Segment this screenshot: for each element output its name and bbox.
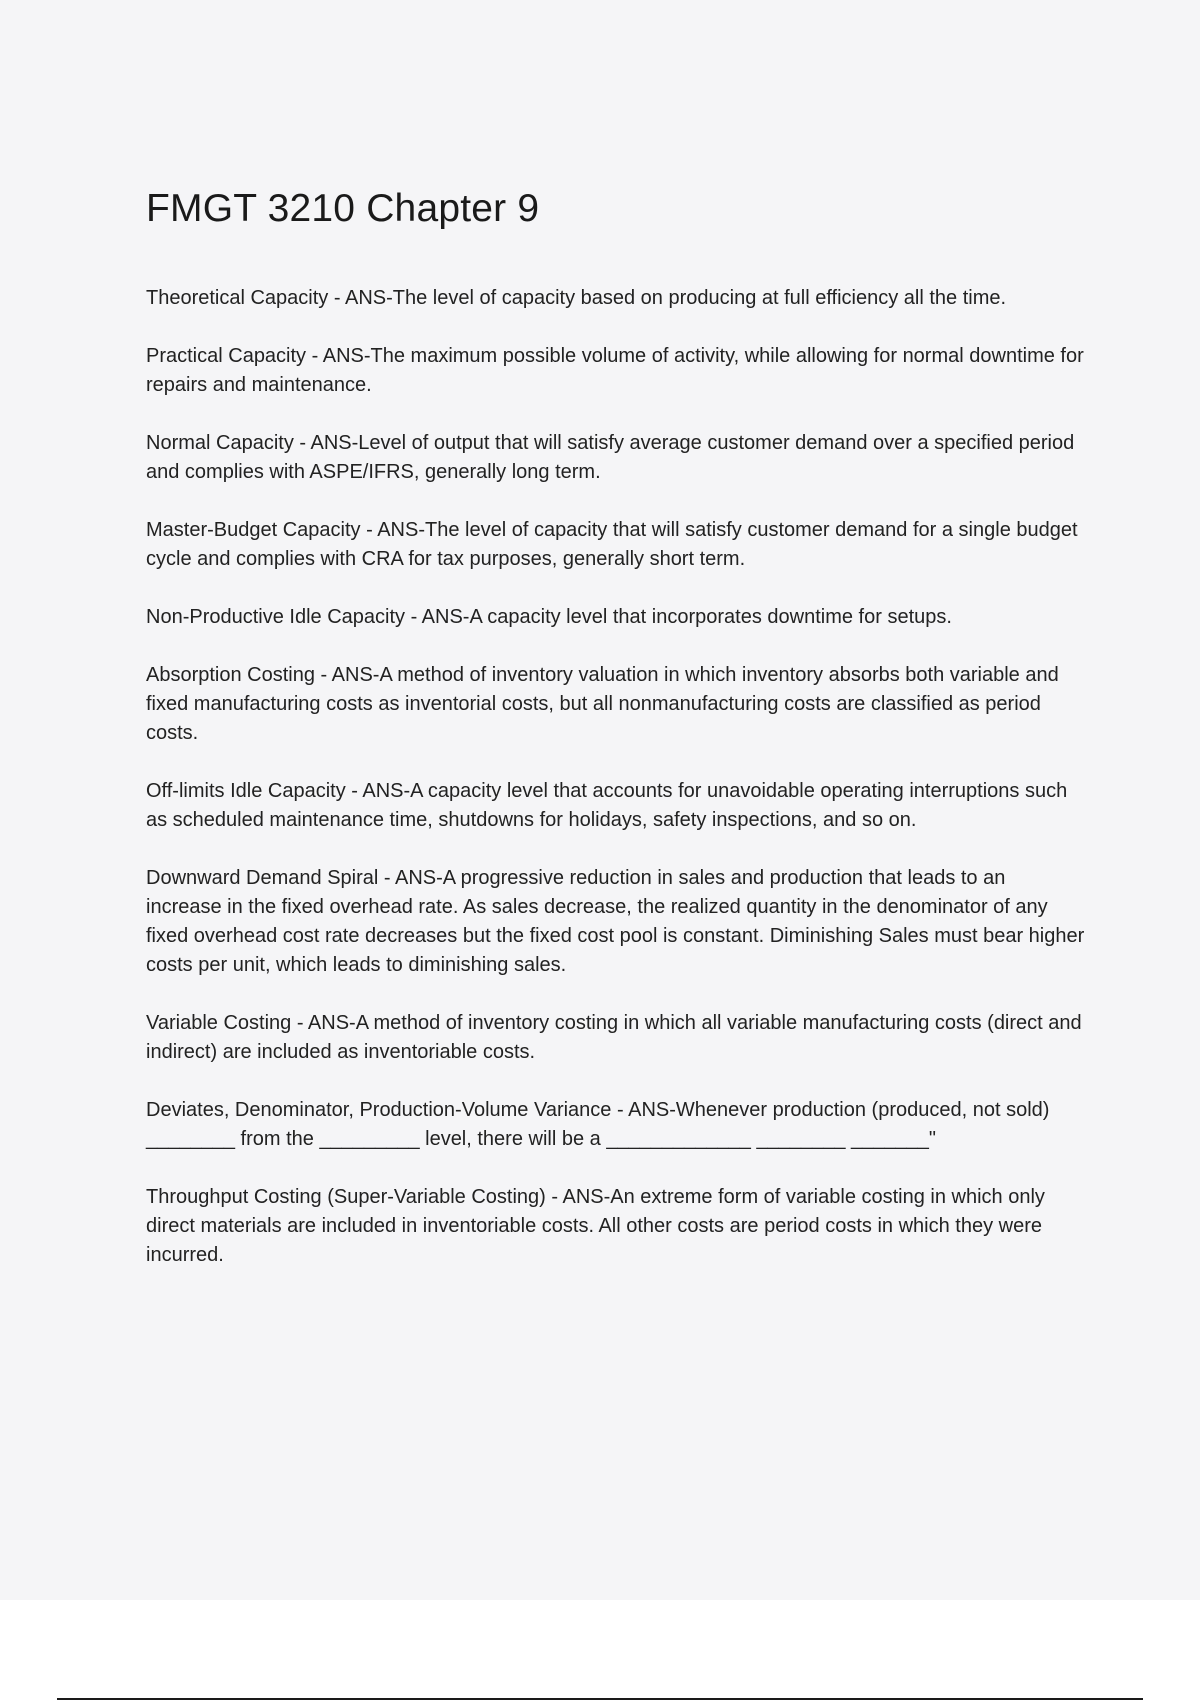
definition-entry: Deviates, Denominator, Production-Volume Variance - ANS-Whenever production (produced, not sold) ________ from the _________ level, there will be a _____________ ________ _______": [146, 1099, 1055, 1150]
document-content: [146, 182, 1090, 1299]
definition-entry: Practical Capacity - ANS-The maximum possible volume of activity, while allowing for normal downtime for repairs and maintenance.: [146, 345, 1090, 396]
definition-entry: Throughput Costing (Super-Variable Costing) - ANS-An extreme form of variable costing in which only direct materials are included in inventoriable costs. All other costs are period costs in which they were incurred.: [146, 1186, 1051, 1266]
definition-entry: Off-limits Idle Capacity - ANS-A capacity level that accounts for unavoidable operating interruptions such as scheduled maintenance time, shutdowns for holidays, safety inspections, and so on.: [146, 780, 1073, 831]
definition-entry: Absorption Costing - ANS-A method of inventory valuation in which inventory absorbs both variable and fixed manufacturing costs as inventorial costs, but all nonmanufacturing costs are classified as period costs.: [146, 664, 1065, 744]
definition-entry: Theoretical Capacity - ANS-The level of capacity based on producing at full efficiency all the time.: [146, 287, 1007, 309]
definition-entry: Master-Budget Capacity - ANS-The level of capacity that will satisfy customer demand for a single budget cycle and complies with CRA for tax purposes, generally short term.: [146, 519, 1084, 570]
definition-entry: Variable Costing - ANS-A method of inventory costing in which all variable manufacturing costs (direct and indirect) are included as inventoriable costs.: [146, 1012, 1088, 1063]
definition-entry: Non-Productive Idle Capacity - ANS-A capacity level that incorporates downtime for setups.: [146, 606, 952, 628]
page-title: FMGT 3210 Chapter 9: [146, 187, 540, 230]
definition-entry: Normal Capacity - ANS-Level of output that will satisfy average customer demand over a specified period and complies with ASPE/IFRS, generally long term.: [146, 432, 1080, 483]
definition-entry: Downward Demand Spiral - ANS-A progressive reduction in sales and production that leads to an increase in the fixed overhead rate. As sales decrease, the realized quantity in the denominator of any fixed overhead cost rate decreases but the fixed cost pool is constant. Diminishing Sales must bear higher costs per unit, which leads to diminishing sales.: [146, 867, 1090, 976]
